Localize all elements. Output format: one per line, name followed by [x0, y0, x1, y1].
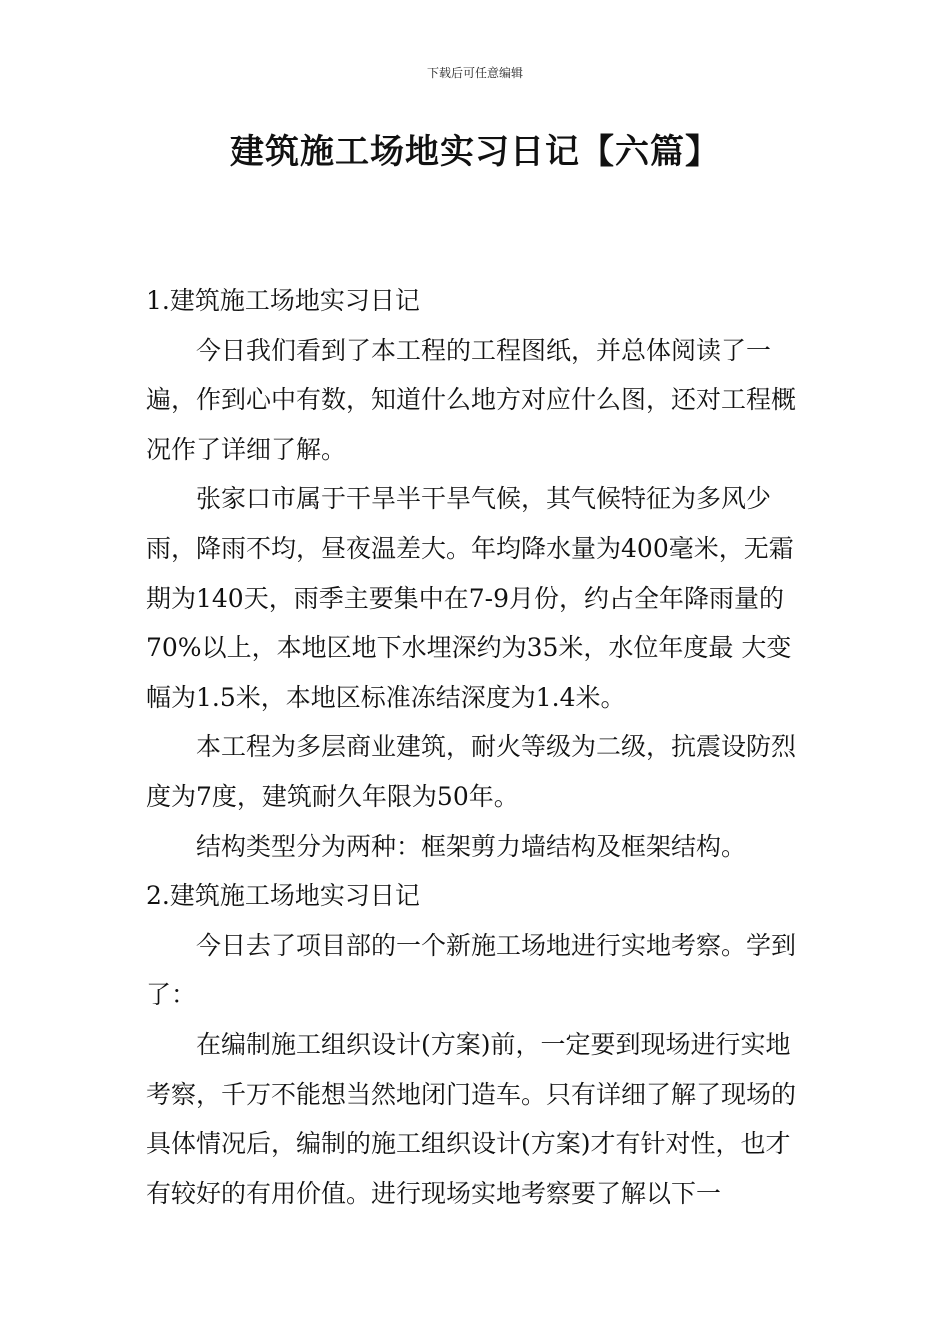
paragraph: 本工程为多层商业建筑，耐火等级为二级，抗震设防烈度为7度，建筑耐久年限为50年。 [146, 732, 797, 811]
section-heading: 1.建筑施工场地实习日记 [146, 286, 420, 315]
document-title: 建筑施工场地实习日记【六篇】 [230, 132, 720, 172]
paragraph: 在编制施工组织设计(方案)前，一定要到现场进行实地考察，千万不能想当然地闭门造车。只有详细了解了现场的具体情况后，编制的施工组织设计(方案)才有针对性，也才有较好的有用价值。进行现场实地考察要了解以下一 [146, 1029, 797, 1208]
document-body [146, 276, 810, 1218]
section-heading: 2.建筑施工场地实习日记 [146, 881, 420, 911]
paragraph: 今日我们看到了本工程的工程图纸，并总体阅读了一遍，作到心中有数，知道什么地方对应什么图，还对工程概况作了详细了解。 [146, 335, 797, 464]
paragraph: 张家口市属于干旱半干旱气候，其气候特征为多风少雨，降雨不均，昼夜温差大。年均降水量为400毫米，无霜期为140天，雨季主要集中在7-9月份，约占全年降雨量的70%以上，本地区地下水埋深约为35米，水位年度最 大变幅为1.5米，本地区标准冻结深度为1.4米。 [146, 484, 794, 712]
header-note: 下载后可任意编辑 [426, 66, 523, 80]
paragraph: 结构类型分为两种：框架剪力墙结构及框架结构。 [196, 831, 747, 861]
paragraph: 今日去了项目部的一个新施工场地进行实地考察。学到了： [146, 930, 797, 1010]
